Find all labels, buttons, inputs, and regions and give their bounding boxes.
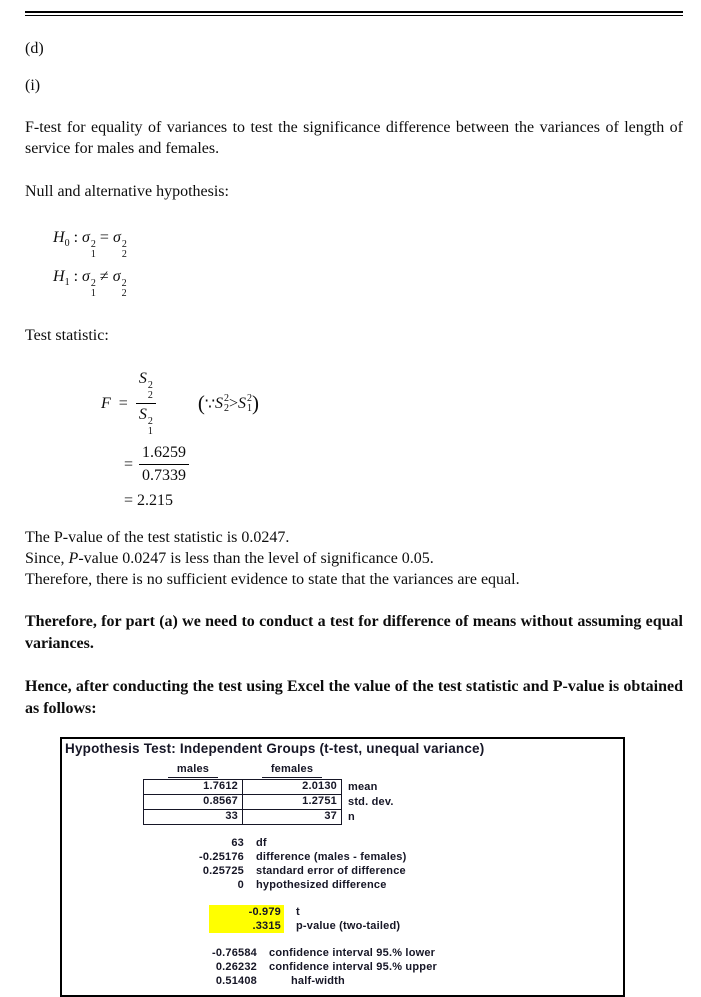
- close-paren: ): [252, 391, 260, 415]
- superscript: 2: [90, 278, 96, 289]
- fraction-numerator: [136, 370, 156, 404]
- f-symbol: F: [101, 394, 111, 412]
- p-value-row: [62, 919, 623, 933]
- subscript: 1: [147, 426, 153, 437]
- stderr-row: [62, 864, 623, 878]
- ci-upper-row: [62, 960, 623, 974]
- highlighted-results-block: [62, 905, 623, 933]
- fraction-denominator: 0.7339: [142, 467, 187, 484]
- sigma-symbol: σ: [112, 268, 121, 285]
- fraction-numerator: 1.6259: [139, 444, 189, 465]
- line2-suffix: -value 0.0247 is less than the level of significance 0.05.: [78, 550, 434, 567]
- sigma-symbol: σ: [82, 268, 90, 285]
- s-symbol: S: [138, 406, 147, 423]
- ci-lower-row: [62, 946, 623, 960]
- s2-scripts: [148, 381, 153, 401]
- ci-upper-label: confidence interval 95.% upper: [269, 961, 437, 973]
- subscript: 1: [90, 288, 96, 299]
- hypothesized-row: [62, 878, 623, 892]
- pvalue-line-2: [25, 548, 683, 569]
- because-symbol: ∵: [204, 395, 215, 413]
- difference-label: difference (males - females): [256, 851, 407, 863]
- pvalue-line-1: The P-value of the test statistic is 0.0247.: [25, 529, 290, 546]
- sigma2-scripts: [122, 240, 127, 260]
- sigma-symbol: σ: [112, 229, 121, 246]
- line2-prefix: Since,: [25, 550, 69, 567]
- null-hypothesis-formula: [53, 225, 683, 260]
- s-symbol: S: [215, 394, 223, 412]
- bold-conclusion-2: Hence, after conducting the test using Excel the value of the test statistic and P-value is obtained as follows:: [25, 678, 683, 717]
- stderr-label: standard error of difference: [256, 865, 406, 877]
- equals-sign: =: [118, 394, 128, 412]
- row-label-n: n: [348, 810, 355, 823]
- subscript: 2: [147, 390, 153, 401]
- sigma2-scripts: [122, 279, 127, 299]
- f-result-line: [124, 490, 683, 512]
- open-paren: (: [197, 391, 205, 415]
- n-females-value: 37: [243, 810, 342, 825]
- colon: :: [69, 229, 83, 246]
- header-row: [144, 763, 395, 780]
- pvalue-conclusion: [25, 527, 683, 590]
- subscript: 1: [90, 249, 96, 260]
- equals-sign: =: [95, 229, 113, 246]
- subscript: 2: [224, 402, 229, 414]
- f-result-value: 2.215: [133, 492, 174, 509]
- superscript: 2: [121, 239, 127, 250]
- t-stat-label: t: [296, 906, 300, 918]
- column-header-females: females: [262, 763, 322, 778]
- sigma-symbol: σ: [82, 229, 90, 246]
- half-width-label: half-width: [291, 975, 345, 987]
- sub-part-label: (i): [25, 77, 41, 94]
- mean-females-value: 2.0130: [243, 780, 342, 795]
- ci-lower-value: -0.76584: [211, 947, 257, 959]
- table-row-mean: [144, 780, 395, 795]
- subscript: 2: [121, 249, 127, 260]
- t-stat-value-highlighted: -0.979: [209, 905, 284, 919]
- mean-males-value: 1.7612: [144, 780, 243, 795]
- subscript: 2: [121, 288, 127, 299]
- italic-p: P: [68, 550, 79, 567]
- df-row: [62, 836, 623, 850]
- h0-subscript: 0: [64, 238, 70, 250]
- superscript: 2: [247, 392, 253, 404]
- intro-paragraph: F-test for equality of variances to test the significance difference between the variances of length of service for males and females.: [25, 119, 683, 157]
- h-symbol: H: [53, 268, 65, 285]
- row-label-mean: mean: [348, 780, 378, 793]
- not-equals-sign: ≠: [95, 268, 113, 285]
- s-symbol: S: [238, 394, 247, 412]
- stddev-females-value: 1.2751: [243, 795, 342, 810]
- pvalue-line-3: Therefore, there is no sufficient evidence to state that the variances are equal.: [25, 571, 520, 588]
- page-top-rule: [25, 11, 683, 16]
- excel-title: Hypothesis Test: Independent Groups (t-test, unequal variance): [65, 741, 485, 756]
- hypothesized-value: 0: [237, 879, 244, 891]
- greater-than-sign: >: [229, 394, 239, 412]
- t-stat-row: [62, 905, 623, 919]
- test-details-block: [62, 836, 623, 892]
- condition-note: [198, 391, 259, 416]
- stderr-value: 0.25725: [202, 865, 244, 877]
- superscript: 2: [147, 380, 153, 391]
- excel-output-box: [60, 737, 625, 997]
- equals-sign: =: [124, 492, 134, 509]
- s1-scripts: [148, 417, 153, 437]
- difference-row: [62, 850, 623, 864]
- ci-upper-value: 0.26232: [215, 961, 257, 973]
- superscript: 2: [121, 278, 127, 289]
- stddev-males-value: 0.8567: [144, 795, 243, 810]
- f-statistic-formula: [101, 370, 683, 437]
- f-value-fraction-line: [124, 444, 683, 485]
- table-row-stddev: [144, 795, 395, 810]
- superscript: 2: [147, 416, 153, 427]
- group-stats-table: [143, 763, 395, 825]
- document-page: [0, 11, 701, 997]
- variance-ratio-fraction: [136, 370, 156, 437]
- df-label: df: [256, 837, 267, 849]
- bold-conclusion-1: Therefore, for part (a) we need to conduct a test for difference of means without assuming equal variances.: [25, 613, 683, 652]
- alt-hypothesis-formula: [53, 264, 683, 299]
- row-label-stddev: std. dev.: [348, 795, 394, 808]
- h-symbol: H: [53, 229, 65, 246]
- fraction-denominator: [136, 404, 156, 437]
- df-value: 63: [231, 837, 244, 849]
- ci-lower-label: confidence interval 95.% lower: [269, 947, 436, 959]
- part-label: (d): [25, 40, 44, 57]
- p-value-label: p-value (two-tailed): [296, 920, 401, 932]
- numeric-fraction: [139, 444, 189, 485]
- s-symbol: S: [138, 370, 147, 387]
- equals-sign: =: [124, 455, 134, 473]
- superscript: 2: [224, 392, 229, 404]
- n-males-value: 33: [144, 810, 243, 825]
- subscript: 1: [247, 402, 253, 414]
- table-row-n: [144, 810, 395, 825]
- confidence-interval-block: [62, 946, 623, 988]
- h1-subscript: 1: [64, 277, 70, 289]
- superscript: 2: [90, 239, 96, 250]
- null-alt-heading: Null and alternative hypothesis:: [25, 183, 229, 200]
- difference-value: -0.25176: [198, 851, 244, 863]
- column-header-males: males: [168, 763, 218, 778]
- half-width-value: 0.51408: [215, 975, 257, 987]
- half-width-row: [62, 974, 623, 988]
- colon: :: [69, 268, 83, 285]
- p-value-highlighted: .3315: [209, 919, 284, 933]
- test-statistic-heading: Test statistic:: [25, 327, 109, 344]
- hypothesized-label: hypothesized difference: [256, 879, 387, 891]
